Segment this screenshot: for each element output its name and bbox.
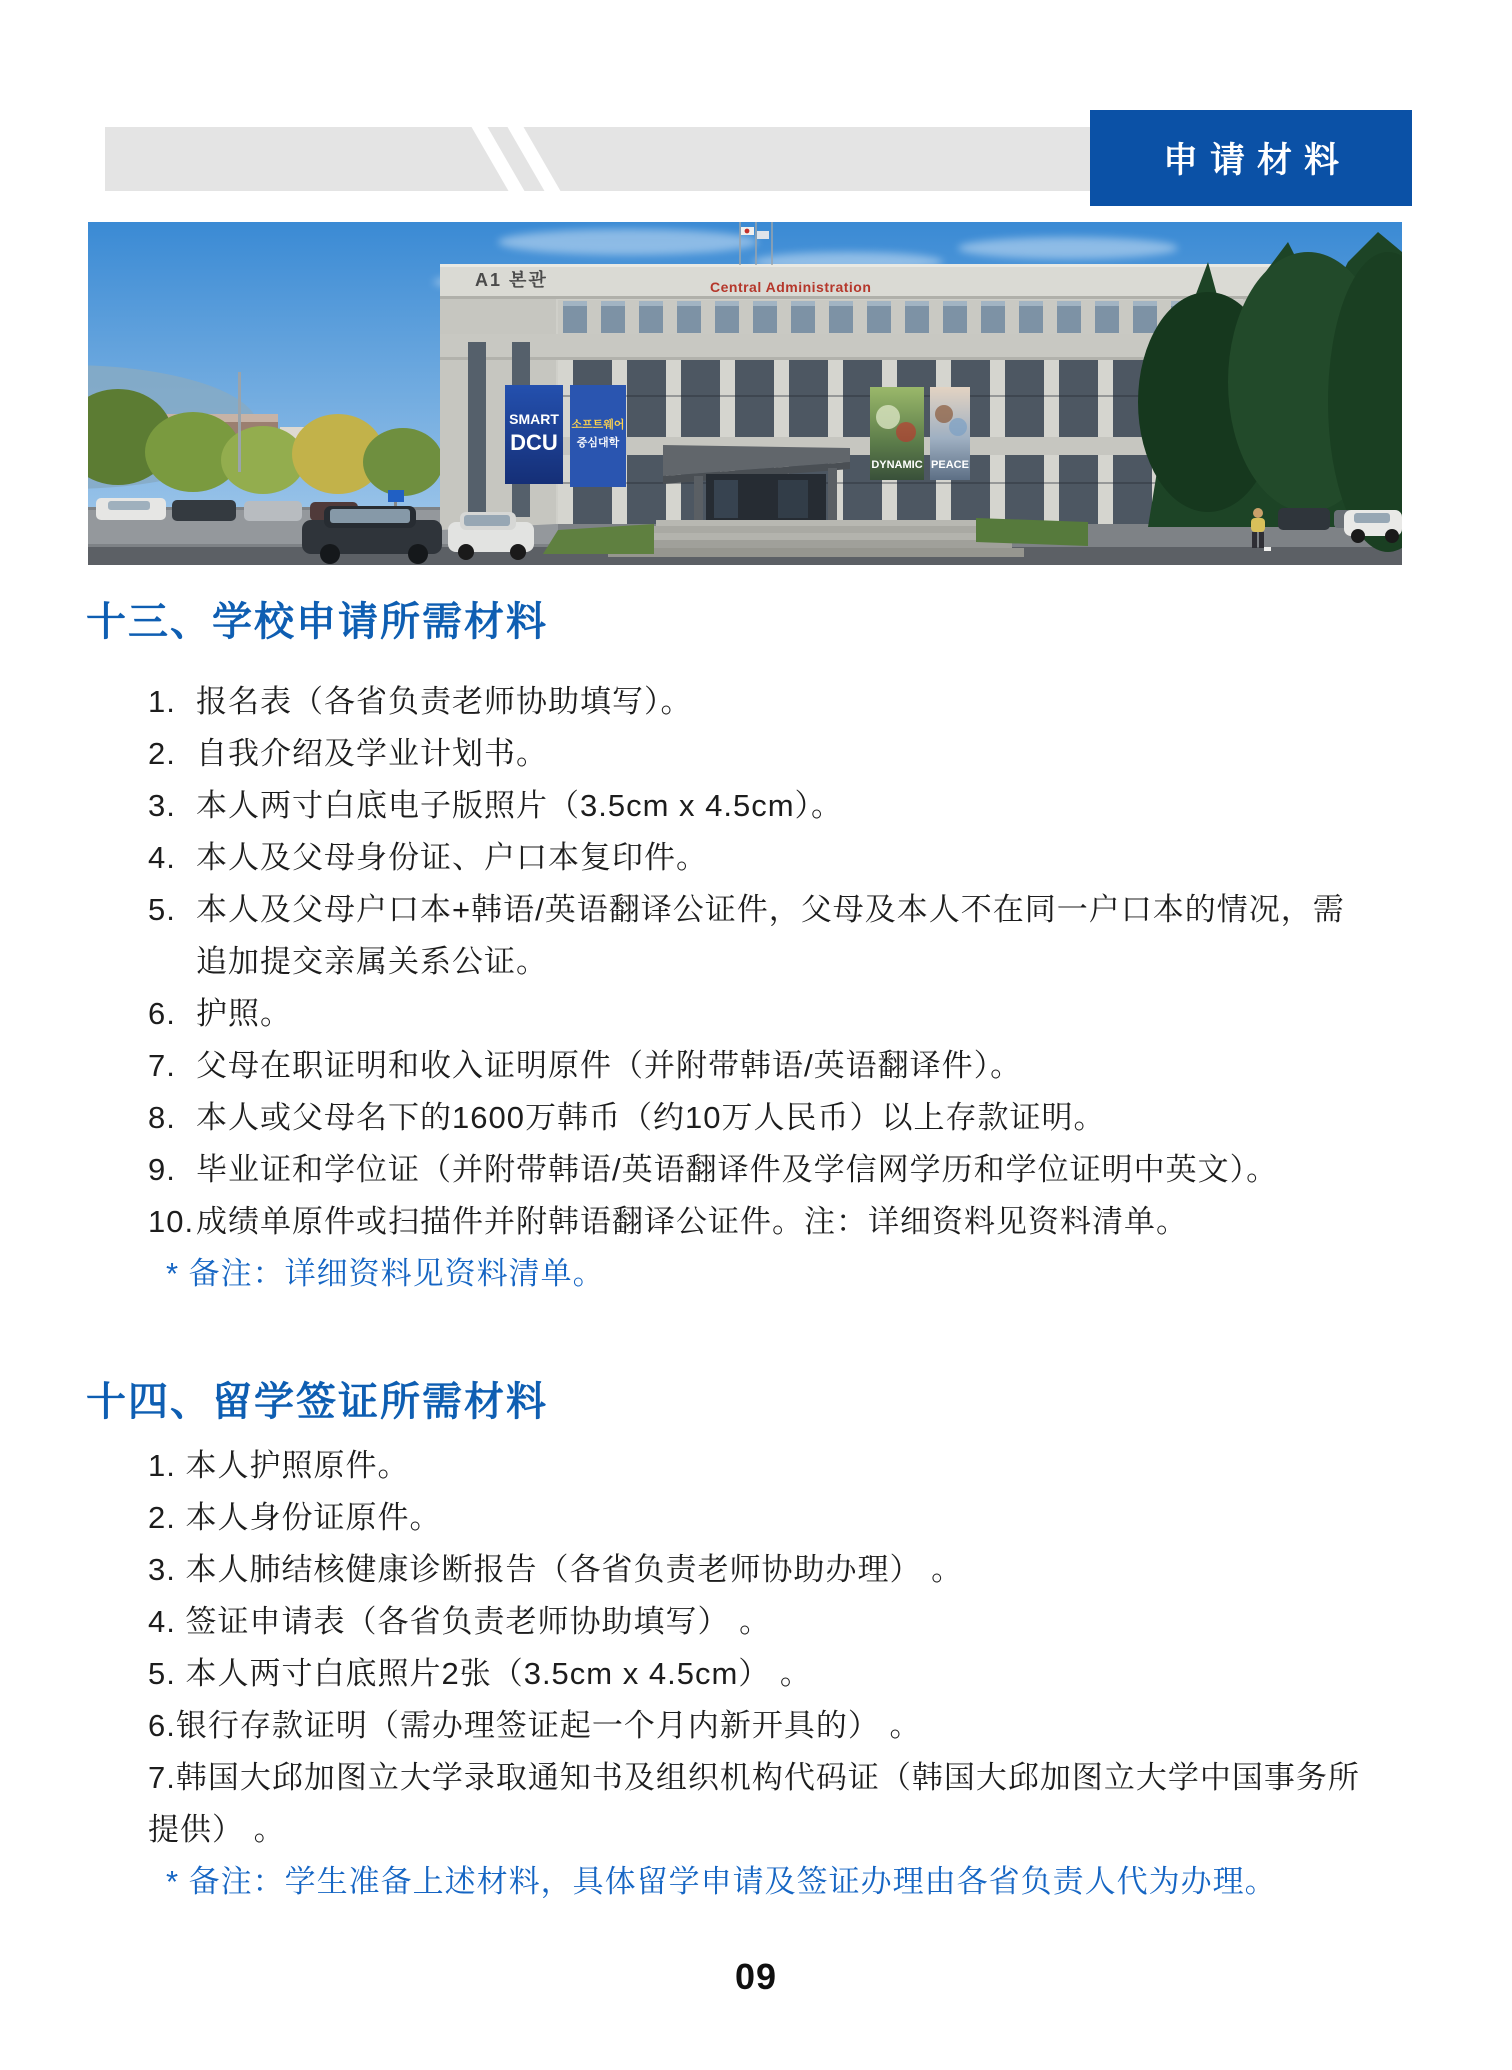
list-item: [148, 1596, 1440, 1648]
list-item: [148, 1092, 1440, 1144]
item-text: 自我介绍及学业计划书。: [196, 736, 548, 771]
list-item: [148, 1144, 1440, 1196]
banner-smart-text: SMART: [509, 411, 559, 427]
list-item: [148, 676, 1440, 728]
item-text: 本人肺结核健康诊断报告（各省负责老师协助办理） 。: [185, 1552, 964, 1587]
item-number: 2.: [148, 1500, 186, 1535]
item-number: 6.: [148, 996, 176, 1031]
item-text: 报名表（各省负责老师协助填写）。: [196, 684, 693, 719]
item-number: 5.: [148, 1656, 186, 1691]
item-text: 本人护照原件。: [185, 1448, 410, 1483]
facade-banner-software: [570, 385, 626, 487]
section-14-list: [148, 1440, 1440, 1908]
list-item: 7.韩国大邱加图立大学录取通知书及组织机构代码证（韩国大邱加图立大学中国事务所 提供） 。: [148, 1760, 1360, 1847]
item-number: 3.: [148, 788, 176, 823]
item-number: 8.: [148, 1100, 176, 1135]
facade-banner-dynamic: [870, 387, 924, 480]
page-tag: [1090, 110, 1412, 206]
campus-photo-illustration: [88, 222, 1402, 565]
section-13-list: [148, 676, 1440, 1300]
item-number: 1.: [148, 1448, 186, 1483]
list-item: [148, 1544, 1440, 1596]
list-item: [148, 1648, 1440, 1700]
section-14-title: 十四、留学签证所需材料: [86, 1380, 548, 1424]
list-item: [148, 1492, 1440, 1544]
list-item: [148, 728, 1440, 780]
list-item: [148, 988, 1440, 1040]
banner-dcu-text: DCU: [510, 430, 558, 455]
item-text: 银行存款证明（需办理签证起一个月内新开具的） 。: [175, 1708, 922, 1743]
item-number: 7.: [148, 1760, 176, 1795]
page-tag-label: 申请材料: [1162, 141, 1351, 180]
header-gray-band: [105, 127, 1123, 191]
item-text: 本人及父母身份证、户口本复印件。: [196, 840, 708, 875]
item-text: 成绩单原件或扫描件并附韩语翻译公证件。注：详细资料见资料清单。: [196, 1204, 1188, 1239]
banner-software-text: 소프트웨어: [571, 419, 625, 431]
list-item: [148, 1700, 1440, 1752]
list-item: [148, 1196, 1440, 1248]
item-text: 本人身份证原件。: [185, 1500, 442, 1535]
building-roof-label: A1 본관: [475, 270, 548, 290]
entrance-steps: [608, 520, 1024, 557]
section-14-note: * 备注：学生准备上述材料，具体留学申请及签证办理由各省负责人代为办理。: [166, 1864, 1277, 1899]
section-13-note: * 备注：详细资料见资料清单。: [166, 1256, 605, 1291]
list-item: [148, 1040, 1440, 1092]
facade-banner-peace: [930, 387, 970, 480]
item-number: 3.: [148, 1552, 186, 1587]
item-text: 签证申请表（各省负责老师协助填写） 。: [185, 1604, 772, 1639]
item-text: 本人两寸白底电子版照片（3.5cm x 4.5cm）。: [196, 788, 844, 823]
item-text: 护照。: [196, 996, 292, 1031]
building-sign: Central Administration: [710, 279, 872, 295]
item-number: 6.: [148, 1708, 176, 1743]
list-item: [148, 884, 1440, 988]
item-text: 毕业证和学位证（并附带韩语/英语翻译件及学信网学历和学位证明中英文）。: [196, 1152, 1279, 1187]
item-number: 10.: [148, 1204, 195, 1239]
item-number: 5.: [148, 892, 176, 927]
item-text: 本人两寸白底照片2张（3.5cm x 4.5cm） 。: [185, 1656, 812, 1691]
item-text: 韩国大邱加图立大学录取通知书及组织机构代码证（韩国大邱加图立大学中国事务所: [175, 1760, 1360, 1795]
item-text: 父母在职证明和收入证明原件（并附带韩语/英语翻译件）。: [196, 1048, 1023, 1083]
banner-peace-text: PEACE: [931, 459, 969, 471]
banner-software-text2: 중심대학: [576, 437, 620, 449]
item-number: 1.: [148, 684, 176, 719]
facade-banner-smart-dcu: [505, 385, 563, 484]
item-text: 本人或父母名下的1600万韩币（约10万人民币）以上存款证明。: [196, 1100, 1106, 1135]
list-item: [148, 1440, 1440, 1492]
item-number: 4.: [148, 840, 176, 875]
campus-photo: [88, 222, 1402, 565]
item-number: 4.: [148, 1604, 186, 1639]
banner-dynamic-text: DYNAMIC: [871, 459, 923, 471]
page-number: 09: [734, 1956, 778, 1997]
item-text: 本人及父母户口本+韩语/英语翻译公证件，父母及本人不在同一户口本的情况，需 追加提交亲属关系公证。: [196, 892, 1345, 979]
list-item: [148, 780, 1440, 832]
list-item: [148, 832, 1440, 884]
item-number: 7.: [148, 1048, 176, 1083]
section-13-title: 十三、学校申请所需材料: [86, 600, 548, 644]
item-number: 2.: [148, 736, 176, 771]
item-number: 9.: [148, 1152, 176, 1187]
